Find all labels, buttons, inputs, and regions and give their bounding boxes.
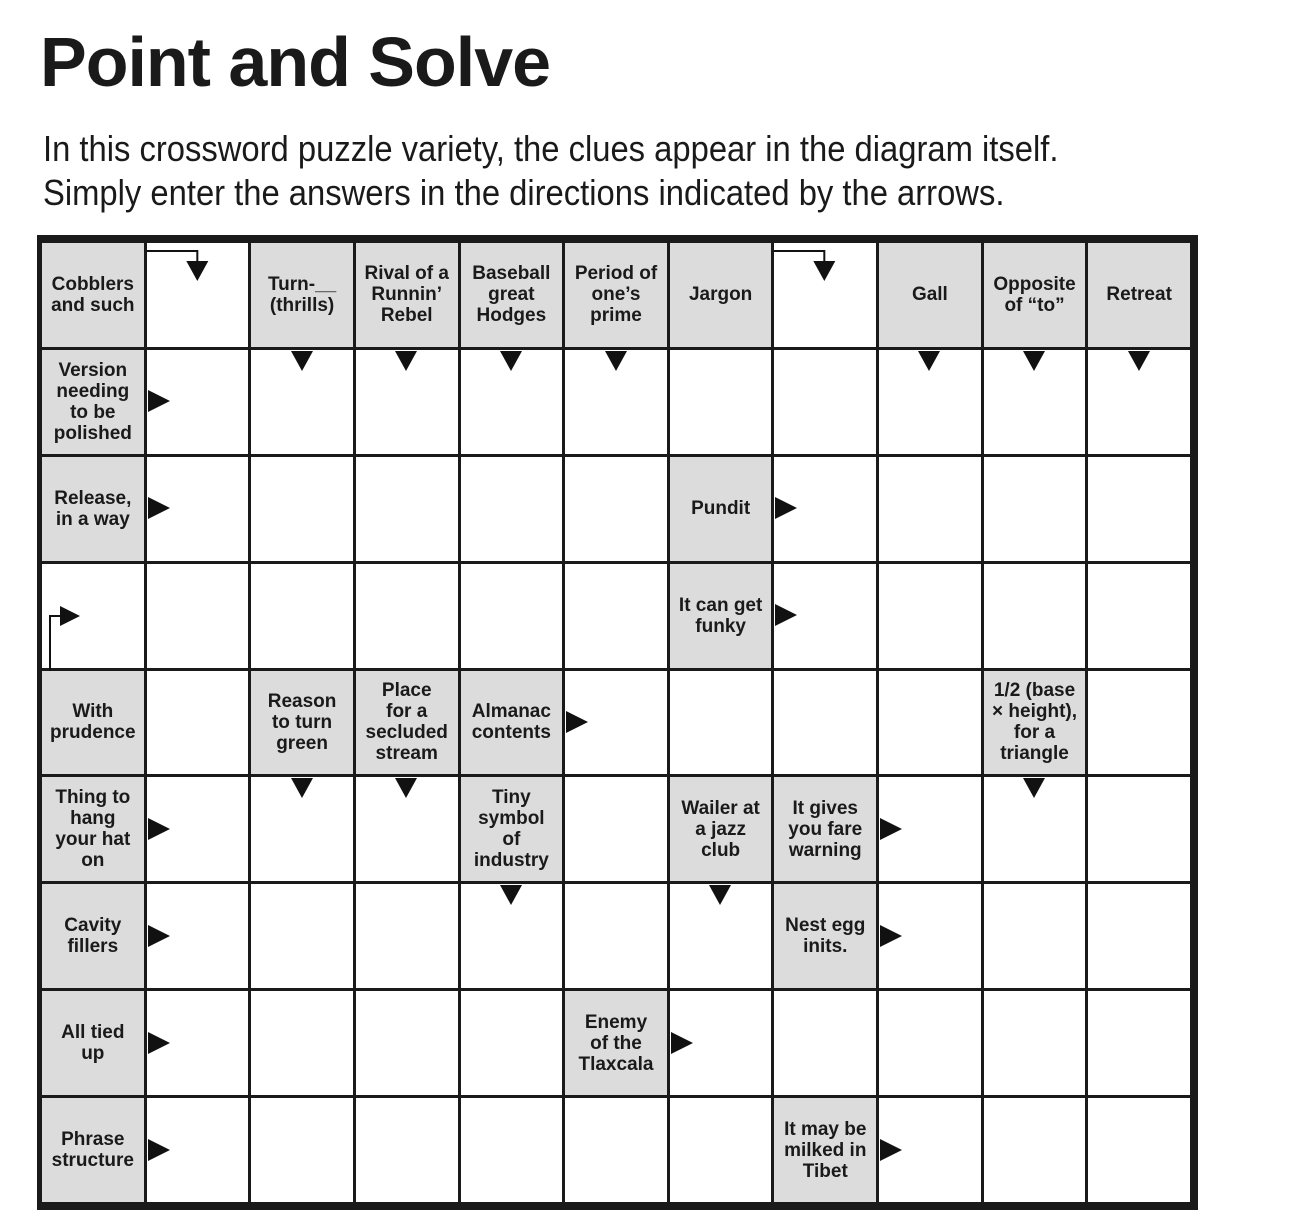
arrow-right-icon: [670, 1031, 694, 1055]
clue-text: Phrase structure: [51, 1129, 134, 1172]
arrow-down-icon: [290, 777, 314, 799]
answer-cell[interactable]: [565, 777, 670, 884]
arrow-right-icon: [774, 603, 798, 627]
arrow-down-icon: [708, 884, 732, 906]
clue-cell: [774, 884, 879, 991]
clue-cell: [42, 457, 147, 564]
answer-cell[interactable]: [879, 671, 984, 778]
clue-cell: [42, 884, 147, 991]
answer-cell[interactable]: [984, 991, 1089, 1098]
answer-cell[interactable]: [1088, 884, 1193, 991]
arrow-down-icon: [604, 350, 628, 372]
clue-cell: [42, 991, 147, 1098]
answer-cell[interactable]: [251, 884, 356, 991]
clue-cell: [42, 1098, 147, 1205]
bent-arrow-icon: [774, 249, 879, 289]
arrow-down-icon: [1022, 777, 1046, 799]
clue-cell: [984, 671, 1089, 778]
clue-cell: [42, 671, 147, 778]
clue-cell: [356, 671, 461, 778]
clue-cell: [461, 777, 566, 884]
answer-cell[interactable]: [461, 991, 566, 1098]
clue-text: Nest egg inits.: [785, 915, 866, 958]
answer-cell[interactable]: [251, 457, 356, 564]
answer-cell[interactable]: [356, 457, 461, 564]
clue-text: It gives you fare warning: [788, 797, 863, 861]
clue-text: Baseball great Hodges: [472, 263, 551, 327]
answer-cell[interactable]: [356, 991, 461, 1098]
answer-cell[interactable]: [1088, 1098, 1193, 1205]
answer-cell[interactable]: [670, 671, 775, 778]
clue-cell: [251, 671, 356, 778]
arrow-down-icon: [290, 350, 314, 372]
clue-cell: [670, 243, 775, 350]
answer-cell[interactable]: [565, 564, 670, 671]
answer-cell[interactable]: [984, 564, 1089, 671]
answer-cell[interactable]: [1088, 457, 1193, 564]
clue-text: 1/2 (base × height), for a triangle: [992, 680, 1078, 765]
arrow-right-icon: [879, 817, 903, 841]
clue-text: All tied up: [61, 1022, 125, 1065]
clue-cell: [1088, 243, 1193, 350]
clue-text: Thing to hang your hat on: [55, 787, 131, 872]
clue-text: Almanac contents: [471, 701, 551, 744]
arrow-down-icon: [394, 350, 418, 372]
clue-text: Reason to turn green: [267, 690, 337, 754]
answer-cell[interactable]: [1088, 777, 1193, 884]
clue-cell: [670, 777, 775, 884]
arrow-right-icon: [774, 496, 798, 520]
clue-cell: [670, 457, 775, 564]
instruction-line-1: In this crossword puzzle variety, the clues appear in the diagram itself.: [43, 128, 1059, 169]
arrow-right-icon: [147, 389, 171, 413]
clue-cell: [879, 243, 984, 350]
clue-text: Pundit: [691, 498, 751, 520]
arrow-right-icon: [147, 1138, 171, 1162]
arrow-right-icon: [879, 1138, 903, 1162]
bent-arrow-icon: [147, 249, 252, 289]
answer-cell[interactable]: [565, 457, 670, 564]
clue-cell: [670, 564, 775, 671]
answer-cell[interactable]: [251, 564, 356, 671]
answer-cell[interactable]: [670, 350, 775, 457]
arrow-right-icon: [147, 924, 171, 948]
clue-cell: [565, 991, 670, 1098]
answer-cell[interactable]: [147, 564, 252, 671]
answer-cell[interactable]: [1088, 671, 1193, 778]
answer-cell[interactable]: [356, 1098, 461, 1205]
answer-cell[interactable]: [879, 564, 984, 671]
instruction-line-2: Simply enter the answers in the directions indicated by the arrows.: [43, 172, 1005, 213]
page-title: Point and Solve: [40, 23, 551, 101]
clue-cell: [774, 777, 879, 884]
arrow-right-icon: [565, 710, 589, 734]
clue-text: Tiny symbol of industry: [473, 787, 549, 872]
clue-cell: [42, 350, 147, 457]
clue-cell: [461, 671, 566, 778]
clue-text: Rival of a Runnin’ Rebel: [364, 263, 449, 327]
clue-text: Turn-__ (thrills): [267, 273, 337, 316]
answer-cell[interactable]: [879, 991, 984, 1098]
clue-text: Period of one’s prime: [574, 263, 658, 327]
answer-cell[interactable]: [774, 350, 879, 457]
arrow-down-icon: [499, 350, 523, 372]
answer-cell[interactable]: [774, 991, 879, 1098]
answer-cell[interactable]: [565, 1098, 670, 1205]
clue-cell: [251, 243, 356, 350]
answer-cell[interactable]: [1088, 991, 1193, 1098]
clue-text: Cobblers and such: [51, 273, 135, 316]
clue-text: Retreat: [1106, 284, 1172, 306]
answer-cell[interactable]: [879, 457, 984, 564]
clue-cell: [461, 243, 566, 350]
answer-cell[interactable]: [670, 1098, 775, 1205]
clue-cell: [42, 243, 147, 350]
answer-cell[interactable]: [356, 564, 461, 671]
clue-cell: [356, 243, 461, 350]
bent-arrow-icon: [48, 602, 88, 671]
answer-cell[interactable]: [251, 1098, 356, 1205]
clue-text: Release, in a way: [54, 487, 132, 530]
arrow-down-icon: [1127, 350, 1151, 372]
clue-cell: [565, 243, 670, 350]
clue-text: Place for a secluded stream: [365, 680, 448, 765]
answer-cell[interactable]: [251, 991, 356, 1098]
clue-cell: [984, 243, 1089, 350]
arrow-down-icon: [917, 350, 941, 372]
answer-cell[interactable]: [1088, 564, 1193, 671]
clue-cell: [42, 777, 147, 884]
arrow-down-icon: [1022, 350, 1046, 372]
arrow-down-icon: [499, 884, 523, 906]
answer-cell[interactable]: [984, 884, 1089, 991]
answer-cell[interactable]: [356, 884, 461, 991]
clue-text: It can get funky: [678, 594, 763, 637]
answer-cell[interactable]: [984, 1098, 1089, 1205]
arrow-right-icon: [147, 1031, 171, 1055]
answer-cell[interactable]: [565, 884, 670, 991]
answer-cell[interactable]: [147, 671, 252, 778]
clue-text: Version needing to be polished: [53, 359, 132, 444]
arrow-right-icon: [879, 924, 903, 948]
answer-cell[interactable]: [461, 457, 566, 564]
clue-text: Enemy of the Tlaxcala: [578, 1011, 654, 1075]
clue-text: Jargon: [688, 284, 753, 306]
arrow-right-icon: [147, 496, 171, 520]
clue-text: Opposite of “to”: [993, 273, 1076, 316]
clue-text: With prudence: [50, 701, 136, 744]
clue-cell: [774, 1098, 879, 1205]
answer-cell[interactable]: [461, 1098, 566, 1205]
arrow-right-icon: [147, 817, 171, 841]
answer-cell[interactable]: [461, 564, 566, 671]
clue-text: It may be milked in Tibet: [784, 1118, 867, 1182]
clue-text: Cavity fillers: [64, 915, 122, 958]
arrow-down-icon: [394, 777, 418, 799]
clue-text: Wailer at a jazz club: [681, 797, 760, 861]
crossword-grid: [37, 235, 1198, 1210]
answer-cell[interactable]: [984, 457, 1089, 564]
answer-cell[interactable]: [774, 671, 879, 778]
clue-text: Gall: [911, 284, 948, 306]
